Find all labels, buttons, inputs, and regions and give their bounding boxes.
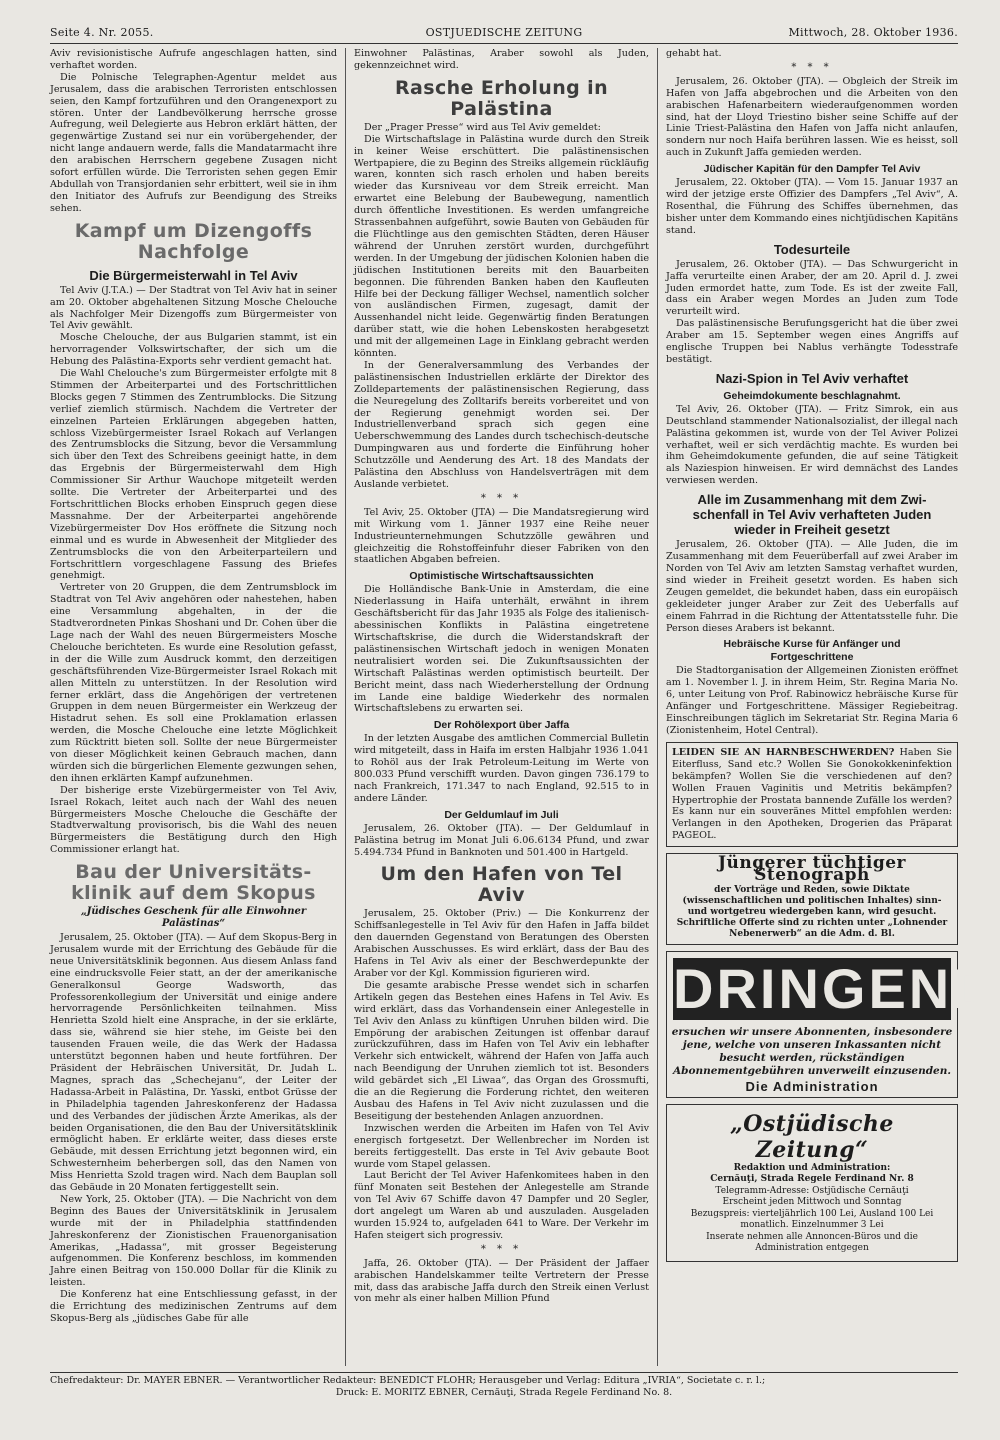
article-continuation: Aviv revisionistische Aufrufe angeschlagen hatten, sind verhaftet worden. bbox=[50, 48, 338, 71]
headline-line: schenfall in Tel Aviv verhafteten Juden bbox=[692, 507, 932, 523]
publisher-line: Inserate nehmen alle Annoncen-Büros und die Administration entgegen bbox=[706, 1231, 918, 1254]
headline-rohoelexport: Der Rohölexport über Jaffa bbox=[433, 719, 570, 732]
article-continuation: gehabt hat. bbox=[666, 48, 722, 59]
article-paragraph: Tel Aviv (J.T.A.) — Der Stadtrat von Tel Aviv hat in seiner am 20. Oktober abgehaltenen Sitzung Mosche Chelouche als Nachfolger Meir Dizengoffs zum Bürgermeister von Tel Aviv gewählt. bbox=[50, 284, 338, 332]
advert-harnbeschwerden bbox=[666, 742, 958, 847]
publisher-line: Cernăuţi, Strada Regele Ferdinand Nr. 8 bbox=[710, 1174, 914, 1185]
advert-stenograph bbox=[666, 853, 958, 945]
column-2 bbox=[345, 48, 658, 1366]
headline-zwischenfall bbox=[666, 492, 958, 537]
headline-line: Hebräische Kurse für Anfänger und bbox=[723, 638, 901, 651]
imprint-footer bbox=[50, 1372, 958, 1399]
article-paragraph: Tel Aviv, 26. Oktober (JTA). — Fritz Simrok, ein aus Deutschland stammender Nationalsozialist, der illegal nach Palästina gekommen ist, wurde von der Tel Aviver Polizei verhaftet, weil er sich verdächtig machte. Es wurden bei ihm Geheimdokumente gefunden, die auf seine Tätigkeit als Naziespion hinweisen. Er wird demnächst des Landes verwiesen werden. bbox=[666, 403, 958, 487]
article-paragraph: Jerusalem, 26. Oktober (JTA). — Alle Juden, die im Zusammenhang mit dem Feuerüberfall auf zwei Araber im Norden von Tel Aviv am letzten Samstag verhaftet wurden, sind wieder in Freiheit gesetzt worden. Es haben sich Zeugen gemeldet, die bekundet haben, dass ein europäisch gekleideter junger Araber zur Zeit des Ueberfalls auf einem Fahrrad in die Richtung der Attentatsstelle fuhr. Die Person dieses Arabers ist bekannt. bbox=[666, 539, 958, 634]
column-3 bbox=[658, 48, 996, 1366]
section-divider: * * * bbox=[480, 1243, 523, 1255]
advert-title: LEIDEN SIE AN HARNBESCHWERDEN? bbox=[672, 746, 895, 758]
headline-kapitaen: Jüdischer Kapitän für den Dampfer Tel Aviv bbox=[703, 163, 921, 176]
headline-line: klinik auf dem Skopus bbox=[71, 882, 316, 905]
masthead-title: OSTJUEDISCHE ZEITUNG bbox=[425, 26, 583, 39]
advert-title: Jüngerer tüchtiger Stenograph bbox=[717, 853, 906, 886]
issue-date: Mittwoch, 28. Oktober 1936. bbox=[788, 26, 958, 39]
publisher-line: Redaktion und Administration: bbox=[733, 1162, 891, 1173]
headline-line: Alle im Zusammenhang mit dem Zwi- bbox=[697, 492, 927, 508]
article-paragraph: Der bisherige erste Vizebürgermeister von Tel Aviv, Israel Rokach, leitet auch nach der Wahl des neuen Bürgermeisters Mosche Chelouche die Geschäfte der Stadtverwaltung provisorisch, bis die Wahl des neuen Bürgermeisters die Bestätigung durch den High Commissioner erlangt hat. bbox=[50, 784, 338, 856]
publisher-line: Erscheint jeden Mittwoch und Sonntag bbox=[722, 1197, 902, 1208]
headline-line: Kampf um Dizengoffs bbox=[74, 219, 313, 242]
article-paragraph: Die Wirtschaftslage in Palästina wurde durch den Streik in keiner Weise erschüttert. Die palästinensischen Wertpapiere, die zu Beginn des Streiks allgemein rückläufig waren, konnten sich rasch erholen und haben bereits wieder das Kursniveau vor dem Streik erreicht. Man erwartet eine Belebung der Baubewegung, namentlich durch öffentliche Investitionen. Es werden umfangreiche Strassenbahnen aufgeführt, sowie Bauten von Gebäuden für die Flüchtlinge aus den gemischten Städten, deren Häuser während der Unruhen zerstört wurden, durchgeführt werden. In der Umgebung der jüdischen Kolonien haben die jüdischen Institutionen bereits mit den Bauarbeiten begonnen. Die führenden Banken haben den Kaufleuten Hilfe bei der Deckung fälliger Wechsel, namentlich solcher von ausländischen Firmen, zugesagt, damit der Aussenhandel nicht leide. Gegenwärtig finden Beratungen darüber statt, wie die hohen Lebenskosten herabgesetzt und mit der allgemeinen Lage in Einklang gebracht werden könnten. bbox=[354, 133, 649, 360]
advert-text: der Vorträge und Reden, sowie Diktate (wissenschaftlichen und politischen Inhaltes) sinn- und wortgetreu wiedergeben kann, wird gesucht. Schriftliche Offerte sind zu richten unter „Lohnender Nebenerwerb“ an die Adm. d. Bl. bbox=[676, 884, 948, 939]
article-paragraph: Das palästinensische Berufungsgericht hat die über zwei Araber am 15. September wegen eines Angriffs auf englische Truppen bei Nablus verhängte Todesstrafe bestätigt. bbox=[666, 318, 958, 365]
article-paragraph: Jerusalem, 26. Oktober (JTA). — Das Schwurgericht in Jaffa verurteilte einen Araber, der am 20. April d. J. zwei Juden ermordet hatte, zum Tode. Es ist der zweite Fall, dass ein Araber wegen Mordes an Juden zum Tode verurteilt wird. bbox=[666, 258, 958, 318]
headline-line: Nachfolge bbox=[137, 240, 250, 263]
article-paragraph: In der letzten Ausgabe des amtlichen Commercial Bulletin wird mitgeteilt, dass in Haifa im ersten Halbjahr 1936 1.041 to Rohöl aus der Irak Petroleum-Leitung im Werte von 800.033 Pfund verschifft wurden. Davon gingen 736.179 to nach Frankreich, 171.347 to nach England, 92.515 to in andere Länder. bbox=[354, 733, 649, 804]
article-paragraph: Jerusalem, 26. Oktober (JTA). — Der Geldumlauf in Palästina betrug im Monat Juli 6.06.6134 Pfund, und zwar 5.494.734 Pfund in Banknoten und 501.400 in Hartgeld. bbox=[354, 822, 649, 858]
article-paragraph: Die Stadtorganisation der Allgemeinen Zionisten eröffnet am 1. November l. J. in ihrem Heim, Str. Regina Maria No. 6, unter Leitung von Prof. Rabinowicz hebräische Kurse für Anfänger und Fortgeschrittene. Mässiger Regiebeitrag. Einschreibungen täglich im Sekretariat Str. Regina Maria 6 (Zionistenheim, Hotel Central). bbox=[666, 665, 958, 736]
column-1 bbox=[50, 48, 345, 1366]
section-divider: * * * bbox=[480, 492, 523, 504]
subheadline-nazi-spion: Geheimdokumente beschlagnahmt. bbox=[723, 389, 901, 402]
article-paragraph: Laut Bericht der Tel Aviver Hafenkomitees haben in den fünf Monaten seit Bestehen der Anlegestelle am Strande von Tel Aviv 67 Schiffe davon 47 Dampfer und 20 Segler, dort angelegt um Waren ab und auszuladen. Ausgeladen wurden 15.924 to, aufgeladen 641 to Ware. Der Verkehr im Hafen steigert sich progressiv. bbox=[354, 1170, 649, 1241]
columns bbox=[50, 48, 996, 1366]
article-paragraph: Vertreter von 20 Gruppen, die dem Zentrumsblock im Stadtrat von Tel Aviv angehören oder nahestehen, haben eine Versammlung abgehalten, in der die Stadtverordneten Pinkas Shoshani und Dr. Cohen über die Lage nach der Wahl des neuen Bürgermeisters Mosche Chelouche berichteten. Es wurde eine Resolution gefasst, in der die Wille zum Ausdruck kommt, den derzeitigen geschäftsführenden Vize-Bürgermeister Israel Rokach mit allen Mitteln zu unterstützen. In der Resolution wird ferner erklärt, dass die Angehörigen der vertretenen Gruppen in dem neuen Bürgermeister ein Werkzeug der Histadrut sehen. Es soll eine Proklamation erlassen werden, die Mosche Chelouche eine letzte Möglichkeit zum Rücktritt bieten soll. Sollte der neue Bürgermeister von dieser Möglichkeit keinen Gebrauch machen, dann würden sich die bürgerlichen Elemente gezwungen sehen, den ihnen erklärten Kampf aufzunehmen. bbox=[50, 582, 338, 784]
advert-text: ersuchen wir unsere Abonnenten, insbesondere jene, welche von unseren Inkassanten nicht besucht werden, rückständigen Abonnementgebühren unverweilt einzusenden. bbox=[671, 1025, 953, 1077]
headline-line: wieder in Freiheit gesetzt bbox=[734, 522, 890, 538]
headline-line: Bau der Universitäts- bbox=[75, 861, 312, 884]
article-paragraph: Jerusalem, 26. Oktober (JTA). — Obgleich der Streik im Hafen von Jaffa abgebrochen und die Arbeiten von den arabischen Hafenarbeitern wiederaufgenommen worden sind, hat der Lloyd Triestino bisher seine Schiffe auf der Linie Triest-Palästina den Hafen von Jaffa nicht anlaufen, sondern nur noch Haifa berühren lassen. Wie es heisst, soll auch in Zukunft Jaffa gemieden werden. bbox=[666, 75, 958, 159]
publication-name: „Ostjüdische Zeitung“ bbox=[730, 1110, 894, 1163]
headline-todesurteile: Todesurteile bbox=[773, 241, 851, 257]
headline-optimistische: Optimistische Wirtschaftsaussichten bbox=[409, 570, 594, 583]
article-paragraph: In der Generalversammlung des Verbandes der palästinensischen Industriellen erklärte der Direktor des Zolldepartements der palästinensischen Regierung, dass die Neuregelung des Zolltarifs bereits vorbereitet und von der Regierung genehmigt worden sei. Der Industriellenverband sprach sich gegen eine Ueberschwemmung des Landes durch tschechisch-deutsche Dumpingwaren aus und forderte die Einführung hoher Schutzzölle und Aenderung des Art. 18 des Mandats der Palästina den Abschluss von Handelsverträgen mit dem Auslande verbietet. bbox=[354, 359, 649, 490]
headline-hebraeische-kurse bbox=[666, 638, 958, 664]
article-continuation: Einwohner Palästinas, Araber sowohl als Juden, gekennzeichnet wird. bbox=[354, 48, 649, 71]
headline-line: Fortgeschrittene bbox=[770, 651, 854, 664]
article-paragraph: Jerusalem, 25. Oktober (Priv.) — Die Konkurrenz der Schiffsanlegestelle in Tel Aviv für den Hafen in Jaffa bildet den dauernden Gegenstand von Beratungen des Obersten Arabischen Ausschusses. Es wird erklärt, dass der Bau des Hafens in Tel Aviv als einer der Beschwerdepunkte der Araber vor der Kgl. Kommission figurieren wird. bbox=[354, 908, 649, 979]
article-paragraph: Die Holländische Bank-Unie in Amsterdam, die eine Niederlassung in Haifa unterhält, erwähnt in ihrem Geschäftsbericht für das Jahr 1935 als Folge des italienisch-abessinischen Konflikts in Palästina eingetretene Wirtschaftskrise, die durch die Widerstandskraft der palästinensischen Wirtschaft jedoch in wenigen Monaten neutralisiert worden sei. Die Zukunftsaussichten der Wirtschaft Palästinas werden optimistisch beurteilt. Der Bericht meint, dass nach Wiederherstellung der Ordnung im Lande eine baldige Wiederkehr des normalen Wirtschaftslebens zu erwarten sei. bbox=[354, 584, 649, 715]
publisher-line: Telegramm-Adresse: Ostjüdische Cernăuţi bbox=[715, 1185, 909, 1196]
article-paragraph: Jaffa, 26. Oktober (JTA). — Der Präsident der Jaffaer arabischen Handelskammer teilte Vertretern der Presse mit, dass das arabische Jaffa durch den Streik einen Verlust von mehr als einer halben Million Pfund bbox=[354, 1257, 649, 1305]
article-paragraph: New York, 25. Oktober (JTA). — Die Nachricht von dem Beginn des Baues der Universitätsklinik in Jerusalem wurde mit der in Philadelphia stattfindenden Jahreskonferenz der Zionistischen Frauenorganisation Amerikas, „Hadassa“, mit grosser Begeisterung aufgenommen. Die Konferenz beschloss, im kommenden Jahre einen Beitrag von 150.000 Dollar für die Klinik zu leisten. bbox=[50, 1193, 338, 1289]
section-divider: * * * bbox=[791, 61, 833, 73]
advert-dringend bbox=[666, 951, 996, 1098]
publisher-box bbox=[666, 1104, 958, 1262]
headline-dizengoff bbox=[50, 221, 337, 263]
page-number: Seite 4. Nr. 2055. bbox=[50, 26, 154, 39]
imprint-line: Druck: E. MORITZ EBNER, Cernăuţi, Strada Regele Ferdinand No. 8. bbox=[335, 1387, 673, 1398]
headline-geldumlauf: Der Geldumlauf im Juli bbox=[444, 808, 559, 821]
headline-hafen: Um den Hafen von Tel Aviv bbox=[380, 863, 623, 907]
imprint-line: Chefredakteur: Dr. MAYER EBNER. — Verantwortlicher Redakteur: BENEDICT FLOHR; Herausgeber und Verlag: Editura „IVRIA“, Societate c. r. l.; bbox=[50, 1375, 766, 1386]
article-paragraph: Die Polnische Telegraphen-Agentur meldet aus Jerusalem, dass die arabischen Terroristen entschlossen seien, den Kampf fortzuführen und den Orangenexport zu stören. Unter der Landbevölkerung herrsche grosse Aufregung, weil Delegierte aus Hebron erklärt hätten, der gegenwärtige Zustand sei nur ein vorübergehender, der nicht lange andauern werde, falls die Mandatarmacht ihre den arabischen Herrschern gegebene Zusagen nicht sofort erfüllen würde. Die Terroristen sehen gegen Emir Abdullah von Transjordanien sehr erbittert, weil sie in ihm den Initiator des Aufrufs zur Beendigung des Streiks sehen. bbox=[50, 71, 338, 214]
headline-erholung: Rasche Erholung in Palästina bbox=[395, 76, 608, 120]
article-paragraph: Die gesamte arabische Presse wendet sich in scharfen Artikeln gegen das Bestehen eines Hafens in Tel Aviv. Es wird erklärt, dass das Vorhandensein einer Anlegestelle in Tel Aviv den Anlass zu künftigen Unruhen bilden wird. Die Empörung der arabischen Zeitungen ist offenbar darauf zurückzuführen, dass im Hafen von Tel Aviv ein lebhafter Verkehr sich entwickelt, während der Hafen von Jaffa auch nach Beendigung der Unruhen ziemlich tot ist. Besonders wild gebärdet sich „El Liwaa“, das Organ des Grossmufti, die an die Regierung die Forderung richtet, den weiteren Ausbau des Hafens in Tel Aviv nicht zuzulassen und die Beseitigung der bestehenden Anlagen anzuordnen. bbox=[354, 979, 649, 1122]
advert-text: Haben Sie Eiterfluss, Sand etc.? Wollen Sie Gonokokkeninfektion bekämpfen? Wollen Sie die verschiedenen auf den? Wollen Frauen Vaginitis und Metritis bekämpfen? Hypertrophie der Prostata bannende Zufälle los werden? Es kann nur ein souveränes Mittel empfohlen werden: Verlangen in den Apotheken, Drogerien das Präparat PAGEOL. bbox=[672, 746, 952, 842]
article-paragraph: Jerusalem, 22. Oktober (JTA). — Vom 15. Januar 1937 an wird der jetzige erste Offizier des Dampfers „Tel Aviv“, A. Rosenthal, die Führung des Schiffes übernehmen, das bisher unter dem Kommando eines nichtjüdischen Kapitäns stand. bbox=[666, 177, 958, 236]
article-paragraph: Tel Aviv, 25. Oktober (JTA) — Die Mandatsregierung wird mit Wirkung vom 1. Jänner 1937 eine Reihe neuer Industrieunternehmungen Schutzzölle gewähren und gleichzeitig die Rohstoffeinfuhr dieser Fabriken von den staatlichen Abgaben befreien. bbox=[354, 506, 649, 566]
publisher-line: Bezugspreis: vierteljährlich 100 Lei, Ausland 100 Lei monatlich. Einzelnummer 3 Lei bbox=[690, 1208, 934, 1231]
article-paragraph: Jerusalem, 25. Oktober (JTA). — Auf dem Skopus-Berg in Jerusalem wurde mit der Errichtung des Gebäude für die neue Universitätsklinik begonnen. Aus diesem Anlass fand eine eindrucksvolle Feier statt, an der der amerikanische Generalkonsul George Wadsworth, das Professorenkollegium der Universität und einige andere hervorragende Persönlichkeiten teilnahmen. Miss Henrietta Szold hielt eine Ansprache, in der sie erklärte, dass sie, während sie hier stehe, im Geiste bei den tausenden Frauen weile, die das Werk der Hadassa unterstützt begonnen haben und heute fortführen. Der Präsident der Hebräischen Universität, Dr. Judah L. Magnes, sprach das „Schechejanu“, der Leiter der Hadassa-Arbeit in Palästina, Dr. Yasski, entbot Grüsse der in Philadelphia tagenden Jahreskonferenz der Hadassa und des Verbandes der jüdischen Ärzte Amerikas, als der beiden Organisationen, die den Bau der Universitätsklinik ermöglicht haben. Er erklärte weiter, dass dieses erste Gebäude, mit dessen Errichtung jetzt begonnen wird, ein Schwesternheim beherbergen soll, das den Namen von Miss Henrietta Szold tragen wird. Nach dem Bauplan soll das Gebäude in 20 Monaten fertiggestellt sein. bbox=[50, 932, 338, 1194]
headline-nazi-spion: Nazi-Spion in Tel Aviv verhaftet bbox=[715, 370, 909, 386]
article-paragraph: Die Wahl Chelouche's zum Bürgermeister erfolgte mit 8 Stimmen der Arbeiterpartei und des Fortschrittlichen Blocks gegen 7 Stimmen des Zentrumblocks. Die Sitzung verlief ziemlich stürmisch. Nachdem die Vertreter der einzelnen Parteien Erklärungen abgegeben hatten, schloss Vizebürgermeister Israel Rokach auf Verlangen des Zentrumsblocks die Sitzung, bevor die Versammlung sich über den Text des Schreibens geeinigt hatte, in dem das Ergebnis der Bürgermeisterwahl dem High Commissioner Sir Arthur Wauchope mitgeteilt werden sollte. Die Vertreter der Arbeiterpartei und des Fortschrittlichen Blocks erhoben Einspruch gegen diese Massnahme. Der der Arbeiterpartei angehörende Vizebürgermeister Dov Hos eröffnete die Sitzung noch einmal und es wurde in Abwesenheit der Mitglieder des Zentrumsblocks die von den Arbeiterparteilern und Fortschrittlern vorgeschlagene Fassung des Briefes genehmigt. bbox=[50, 368, 338, 582]
header-rule bbox=[50, 43, 958, 44]
subheadline-universitaetsklinik: „Jüdisches Geschenk für alle Einwohner Palästinas“ bbox=[80, 906, 307, 930]
page-header bbox=[50, 26, 958, 42]
headline-universitaetsklinik bbox=[50, 862, 337, 904]
advert-signature: Die Administration bbox=[745, 1078, 879, 1094]
advert-title: DRINGEND bbox=[673, 956, 996, 1020]
article-paragraph: Die Konferenz hat eine Entschliessung gefasst, in der die Errichtung des medizinischen Zentrums auf dem Skopus-Berg als „jüdisches Gabe für alle bbox=[50, 1289, 338, 1324]
article-paragraph: Mosche Chelouche, der aus Bulgarien stammt, ist ein hervorragender Volkswirtschafter, der sich um die Hebung des Palästina-Exports sehr verdient gemacht hat. bbox=[50, 332, 338, 368]
article-paragraph: Inzwischen werden die Arbeiten im Hafen von Tel Aviv energisch fortgesetzt. Der Wellenbrecher im Norden ist bereits fertiggestellt. Das erste in Tel Aviv gebaute Boot wurde vom Stapel gelassen. bbox=[354, 1122, 649, 1170]
subheadline-dizengoff: Die Bürgermeisterwahl in Tel Aviv bbox=[89, 267, 298, 283]
article-paragraph: Der „Prager Presse“ wird aus Tel Aviv gemeldet: bbox=[364, 121, 601, 133]
